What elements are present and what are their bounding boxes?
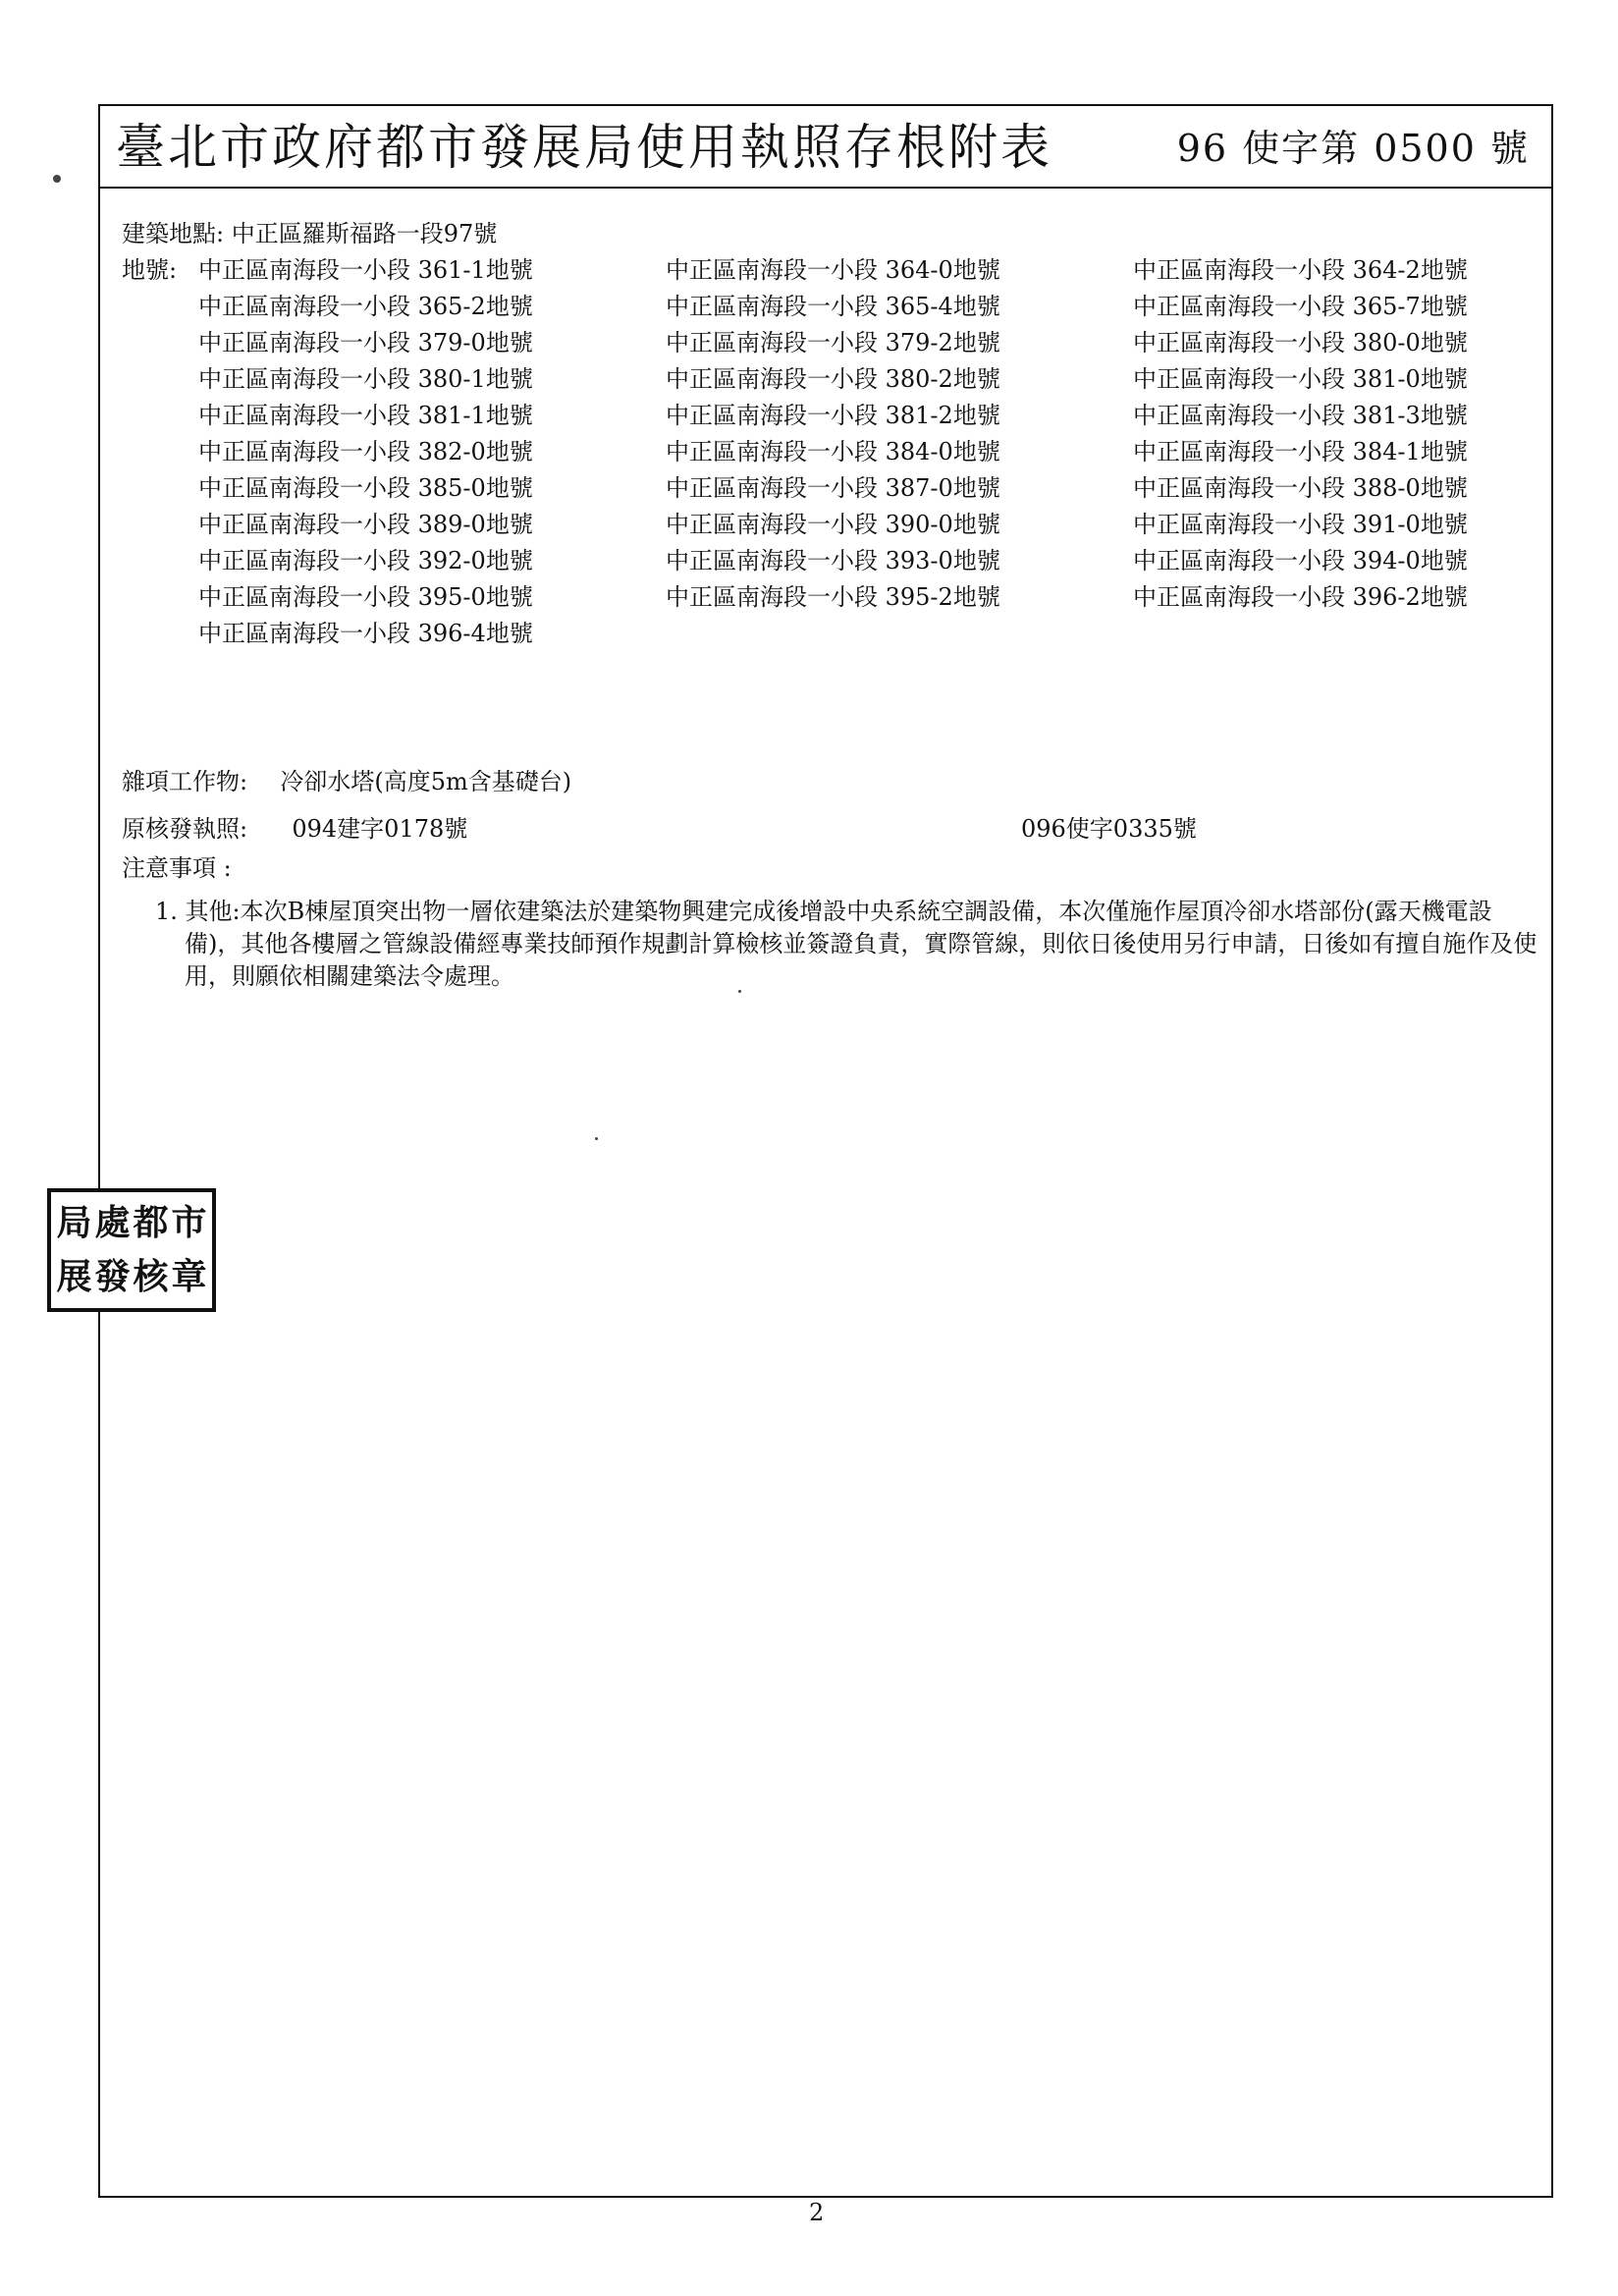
lot-number-item: 中正區南海段一小段 384-0地號	[666, 438, 1000, 465]
seal-char: 章	[171, 1256, 207, 1297]
location-value: 中正區羅斯福路一段97號	[231, 220, 498, 247]
lots-label: 地號:	[122, 256, 178, 284]
notes-list	[122, 896, 1545, 993]
misc-works-label: 雜項工作物:	[122, 768, 248, 795]
location-row	[122, 216, 497, 252]
permit-number: 96 使字第 0500 號	[1176, 127, 1530, 170]
lot-number-item: 中正區南海段一小段 390-0地號	[666, 511, 1000, 538]
lot-number-item: 中正區南海段一小段 381-2地號	[666, 402, 1000, 429]
lot-number-item: 中正區南海段一小段 379-0地號	[198, 329, 533, 356]
seal-char: 市	[171, 1202, 207, 1243]
lot-number-item: 中正區南海段一小段 381-1地號	[198, 402, 533, 429]
lot-number-item: 中正區南海段一小段 389-0地號	[198, 511, 533, 538]
lot-number-item: 中正區南海段一小段 393-0地號	[666, 547, 1000, 574]
seal-char: 局	[56, 1202, 92, 1243]
original-permits-label: 原核發執照:	[122, 815, 248, 843]
original-permits-row	[122, 811, 467, 847]
lot-number-item: 中正區南海段一小段 394-0地號	[1133, 547, 1468, 574]
lot-number-item: 中正區南海段一小段 392-0地號	[198, 547, 533, 574]
lot-number-item: 中正區南海段一小段 381-3地號	[1133, 402, 1468, 429]
lot-number-item: 中正區南海段一小段 380-2地號	[666, 365, 1000, 393]
lot-number-item: 中正區南海段一小段 382-0地號	[198, 438, 533, 465]
lot-number-item: 中正區南海段一小段 379-2地號	[666, 329, 1000, 356]
lot-number-item: 中正區南海段一小段 396-4地號	[198, 620, 533, 647]
lot-number-item: 中正區南海段一小段 365-2地號	[198, 293, 533, 320]
lot-number-item: 中正區南海段一小段 381-0地號	[1133, 365, 1468, 393]
seal-char: 展	[56, 1256, 92, 1297]
location-label: 建築地點:	[122, 220, 225, 247]
seal-char: 都	[133, 1202, 169, 1243]
original-permit-second: 096使字0335號	[1021, 815, 1197, 843]
misc-works-value: 冷卻水塔(高度5m含基礎台)	[280, 768, 572, 795]
lot-number-item: 中正區南海段一小段 364-0地號	[666, 256, 1000, 284]
lot-number-item: 中正區南海段一小段 380-1地號	[198, 365, 533, 393]
lot-number-item: 中正區南海段一小段 391-0地號	[1133, 511, 1468, 538]
lot-number-item: 中正區南海段一小段 395-0地號	[198, 583, 533, 611]
lot-number-item: 中正區南海段一小段 384-1地號	[1133, 438, 1468, 465]
lot-number-list	[198, 252, 1526, 652]
lot-number-item: 中正區南海段一小段 385-0地號	[198, 474, 533, 502]
scan-speck	[738, 990, 741, 993]
scan-speck	[595, 1137, 598, 1140]
lot-number-item: 中正區南海段一小段 365-7地號	[1133, 293, 1468, 320]
seal-char: 核	[133, 1256, 169, 1297]
page-number: 2	[809, 2199, 825, 2226]
lot-number-item: 中正區南海段一小段 388-0地號	[1133, 474, 1468, 502]
seal-char: 處	[94, 1202, 131, 1243]
form-title: 臺北市政府都市發展局使用執照存根附表	[116, 119, 1052, 176]
form-header	[100, 106, 1551, 189]
lot-number-item: 中正區南海段一小段 380-0地號	[1133, 329, 1468, 356]
lot-number-item: 中正區南海段一小段 396-2地號	[1133, 583, 1468, 611]
lot-number-item: 中正區南海段一小段 395-2地號	[666, 583, 1000, 611]
original-permit-second-cell	[1021, 811, 1197, 847]
seal-char: 發	[94, 1256, 131, 1297]
scan-speck	[53, 175, 61, 183]
lot-number-item: 中正區南海段一小段 387-0地號	[666, 474, 1000, 502]
form-frame	[98, 104, 1553, 2198]
notes-label: 注意事項 :	[122, 854, 232, 882]
official-seal	[47, 1188, 216, 1312]
note-item: 1. 其他:本次B棟屋頂突出物一層依建築法於建築物興建完成後增設中央系統空調設備，本次僅施作屋頂冷卻水塔部份(露天機電設備)，其他各樓層之管線設備經專業技師預作規劃計算檢核並簽證負責，實際管線，則依日後使用另行申請，日後如有擅自施作及使用，則願依相關建築法令處理。	[155, 898, 1537, 990]
lot-number-item: 中正區南海段一小段 365-4地號	[666, 293, 1000, 320]
original-permit-first: 094建字0178號	[292, 815, 468, 843]
misc-works-row	[122, 764, 571, 800]
lot-number-item: 中正區南海段一小段 364-2地號	[1133, 256, 1468, 284]
lot-number-item: 中正區南海段一小段 361-1地號	[198, 256, 533, 284]
